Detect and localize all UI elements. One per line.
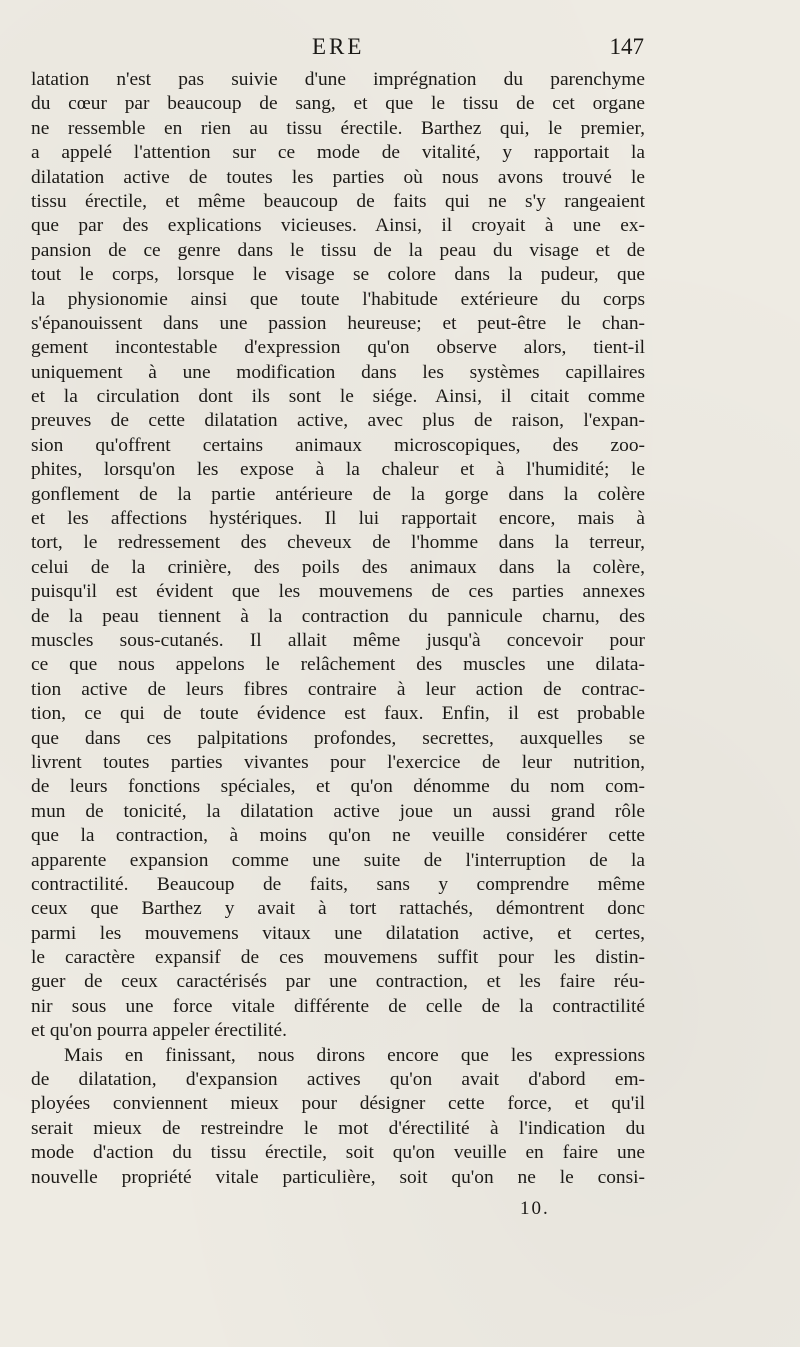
text-line: serait mieux de restreindre le mot d'érectilité à l'indication du <box>31 1117 645 1139</box>
text-line: ne ressemble en rien au tissu érectile. Barthez qui, le premier, <box>31 117 645 139</box>
text-line: uniquement à une modification dans les systèmes capillaires <box>31 361 645 383</box>
text-line: phites, lorsqu'on les expose à la chaleur et à l'humidité; le <box>31 459 645 481</box>
text-line: du cœur par beaucoup de sang, et que le tissu de cet organe <box>31 93 645 115</box>
text-line: puisqu'il est évident que les mouvemens de ces parties annexes <box>31 581 645 603</box>
text-line: guer de ceux caractérisés par une contraction, et les faire réu- <box>31 971 645 993</box>
text-line: de leurs fonctions spéciales, et qu'on dénomme du nom com- <box>31 776 645 798</box>
text-line: parmi les mouvemens vitaux une dilatation active, et certes, <box>31 922 645 944</box>
text-line: tion, ce qui de toute évidence est faux. Enfin, il est probable <box>31 703 645 725</box>
text-line: livrent toutes parties vivantes pour l'exercice de leur nutrition, <box>31 751 645 773</box>
text-line: nouvelle propriété vitale particulière, soit qu'on ne le consi- <box>31 1166 645 1188</box>
page-number: 147 <box>609 34 644 59</box>
text-line: ce que nous appelons le relâchement des muscles une dilata- <box>31 654 645 676</box>
text-line: gement incontestable d'expression qu'on observe alors, tient-il <box>31 337 645 359</box>
text-line: latation n'est pas suivie d'une imprégnation du parenchyme <box>31 69 645 90</box>
text-line: tissu érectile, et même beaucoup de faits qui ne s'y rangeaient <box>31 190 645 212</box>
text-line: que par des explications vicieuses. Ainsi, il croyait à une ex- <box>31 215 645 237</box>
running-head <box>30 34 650 64</box>
text-line: celui de la crinière, des poils des animaux dans la colère, <box>31 556 645 578</box>
text-line: ployées conviennent mieux pour désigner cette force, et qu'il <box>31 1093 645 1115</box>
signature-mark: 10. <box>520 1198 550 1219</box>
text-line: de dilatation, d'expansion actives qu'on avait d'abord em- <box>31 1069 645 1091</box>
body-text <box>31 68 645 1190</box>
text-line: preuves de cette dilatation active, avec plus de raison, l'expan- <box>31 410 645 432</box>
text-line: s'épanouissent dans une passion heureuse; et peut-être le chan- <box>31 312 645 334</box>
text-line: dilatation active de toutes les parties où nous avons trouvé le <box>31 166 645 188</box>
text-line: apparente expansion comme une suite de l'interruption de la <box>31 849 645 871</box>
text-line: et la circulation dont ils sont le siége. Ainsi, il citait comme <box>31 386 645 408</box>
text-line: contractilité. Beaucoup de faits, sans y comprendre même <box>31 873 645 895</box>
text-line: muscles sous-cutanés. Il allait même jusqu'à concevoir pour <box>31 629 645 651</box>
text-line: tion active de leurs fibres contraire à leur action de contrac- <box>31 678 645 700</box>
text-line: mode d'action du tissu érectile, soit qu'on veuille en faire une <box>31 1142 645 1164</box>
text-line: mun de tonicité, la dilatation active joue un aussi grand rôle <box>31 800 645 822</box>
text-line: nir sous une force vitale différente de celle de la contractilité <box>31 995 645 1017</box>
text-line: et les affections hystériques. Il lui rapportait encore, mais à <box>31 508 645 530</box>
running-head-title: ERE <box>312 34 365 59</box>
text-line: sion qu'offrent certains animaux microscopiques, des zoo- <box>31 434 645 456</box>
text-line: que la contraction, à moins qu'on ne veuille considérer cette <box>31 825 645 847</box>
text-line: que dans ces palpitations profondes, secrettes, auxquelles se <box>31 727 645 749</box>
text-line: pansion de ce genre dans le tissu de la peau du visage et de <box>31 239 645 261</box>
paragraph-end-line: et qu'on pourra appeler érectilité. <box>31 1020 287 1042</box>
paragraph-start-line: Mais en finissant, nous dirons encore que les expressions <box>64 1044 645 1066</box>
text-line: ceux que Barthez y avait à tort rattachés, démontrent donc <box>31 898 645 920</box>
text-line: tort, le redressement des cheveux de l'homme dans la terreur, <box>31 532 645 554</box>
text-line: le caractère expansif de ces mouvemens suffit pour les distin- <box>31 947 645 969</box>
text-line: gonflement de la partie antérieure de la gorge dans la colère <box>31 483 645 505</box>
text-line: la physionomie ainsi que toute l'habitude extérieure du corps <box>31 288 645 310</box>
text-line: de la peau tiennent à la contraction du pannicule charnu, des <box>31 605 645 627</box>
text-line: tout le corps, lorsque le visage se colore dans la pudeur, que <box>31 264 645 286</box>
text-line: a appelé l'attention sur ce mode de vitalité, y rapportait la <box>31 142 645 164</box>
